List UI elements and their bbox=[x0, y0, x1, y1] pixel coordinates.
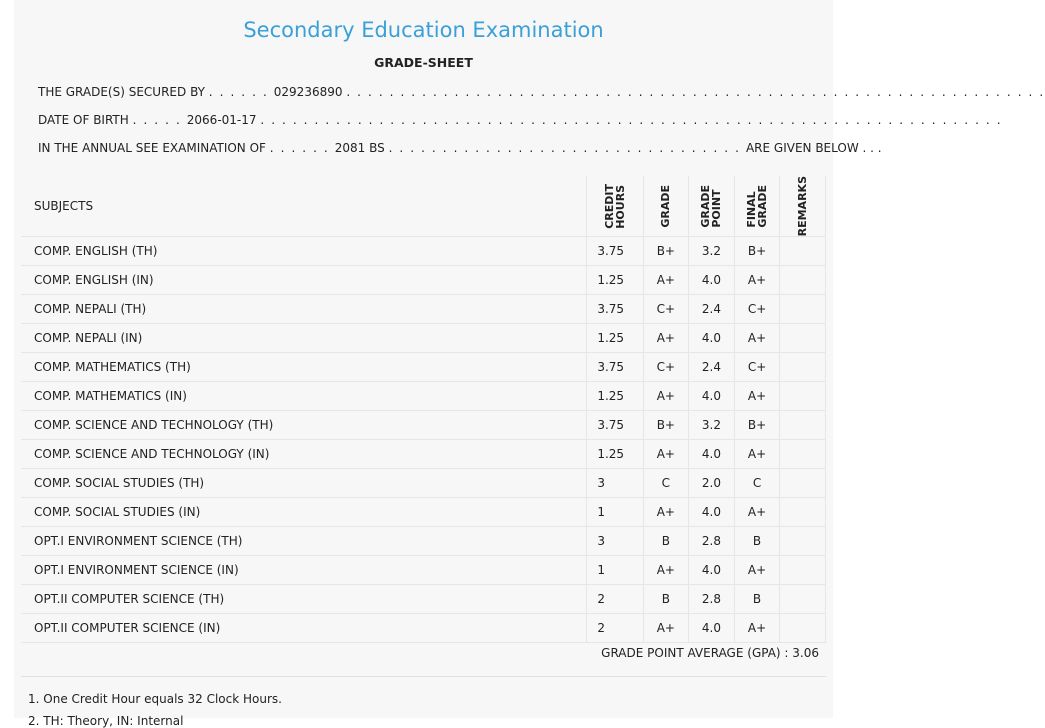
grade-point-cell: 4.0 bbox=[689, 382, 735, 411]
dob-line: DATE OF BIRTH . . . . . 2066-01-17 . . . . . . . . . . . . . . . . . . . . . . . . . . . . . . . . . . . . . . . . . . . . . . . . . . . . . . . . . . . . . . . . . . . . . bbox=[38, 113, 1003, 127]
subject-cell: COMP. SCIENCE AND TECHNOLOGY (IN) bbox=[21, 440, 587, 469]
credit-hours-cell: 3.75 bbox=[587, 353, 643, 382]
subjects-header: SUBJECTS bbox=[21, 176, 587, 237]
grade-cell: A+ bbox=[643, 614, 689, 643]
credit-hours-cell: 3 bbox=[587, 527, 643, 556]
table-row bbox=[21, 614, 826, 643]
credit-hours-cell: 1 bbox=[587, 498, 643, 527]
grade-cell: B bbox=[643, 585, 689, 614]
final-grade-cell: A+ bbox=[734, 382, 780, 411]
remarks-cell bbox=[780, 556, 826, 585]
final-grade-cell: A+ bbox=[734, 556, 780, 585]
grade-point-cell: 2.4 bbox=[689, 353, 735, 382]
grade-header: GRADE bbox=[643, 176, 689, 237]
credit-hours-cell: 3.75 bbox=[587, 295, 643, 324]
credit-hours-cell: 3.75 bbox=[587, 411, 643, 440]
grade-cell: C+ bbox=[643, 295, 689, 324]
table-row bbox=[21, 469, 826, 498]
table-row bbox=[21, 411, 826, 440]
grade-point-header: GRADE POINT bbox=[689, 176, 735, 237]
subject-cell: OPT.II COMPUTER SCIENCE (IN) bbox=[21, 614, 587, 643]
remarks-cell bbox=[780, 440, 826, 469]
grade-cell: B+ bbox=[643, 237, 689, 266]
subject-cell: COMP. SCIENCE AND TECHNOLOGY (TH) bbox=[21, 411, 587, 440]
credit-hours-cell: 1.25 bbox=[587, 440, 643, 469]
secured-by-line: THE GRADE(S) SECURED BY . . . . . . 029236890 . . . . . . . . . . . . . . . . . . . . . . . . . . . . . . . . . . . . . . . . . . . . . . . . . . . . . . . . . . . . . . . . . bbox=[38, 85, 1045, 99]
grade-point-cell: 2.8 bbox=[689, 585, 735, 614]
table-row bbox=[21, 556, 826, 585]
table-row bbox=[21, 440, 826, 469]
table-row bbox=[21, 353, 826, 382]
credit-hours-header: CREDIT HOURS bbox=[587, 176, 643, 237]
table-row bbox=[21, 498, 826, 527]
credit-hours-cell: 2 bbox=[587, 585, 643, 614]
final-grade-cell: A+ bbox=[734, 266, 780, 295]
dob-value: 2066-01-17 bbox=[186, 113, 257, 127]
final-grade-cell: B+ bbox=[734, 237, 780, 266]
exam-suffix: ARE GIVEN BELOW . . . bbox=[745, 141, 882, 155]
grade-point-cell: 3.2 bbox=[689, 237, 735, 266]
final-grade-cell: A+ bbox=[734, 324, 780, 353]
divider bbox=[21, 676, 826, 677]
credit-hours-cell: 2 bbox=[587, 614, 643, 643]
final-grade-cell: C+ bbox=[734, 353, 780, 382]
grade-cell: C+ bbox=[643, 353, 689, 382]
final-grade-cell: C bbox=[734, 469, 780, 498]
grade-cell: A+ bbox=[643, 324, 689, 353]
grade-point-cell: 4.0 bbox=[689, 614, 735, 643]
credit-hours-cell: 1.25 bbox=[587, 266, 643, 295]
subject-cell: OPT.I ENVIRONMENT SCIENCE (IN) bbox=[21, 556, 587, 585]
dob-label: DATE OF BIRTH bbox=[38, 113, 129, 127]
grade-sheet bbox=[14, 0, 1045, 728]
remarks-cell bbox=[780, 324, 826, 353]
grade-point-cell: 4.0 bbox=[689, 266, 735, 295]
final-grade-cell: A+ bbox=[734, 498, 780, 527]
grade-point-cell: 3.2 bbox=[689, 411, 735, 440]
table-row bbox=[21, 237, 826, 266]
subject-cell: COMP. ENGLISH (IN) bbox=[21, 266, 587, 295]
final-grade-cell: B+ bbox=[734, 411, 780, 440]
subject-cell: COMP. SOCIAL STUDIES (IN) bbox=[21, 498, 587, 527]
subject-cell: OPT.I ENVIRONMENT SCIENCE (TH) bbox=[21, 527, 587, 556]
grade-point-cell: 4.0 bbox=[689, 324, 735, 353]
table-row bbox=[21, 295, 826, 324]
grade-cell: A+ bbox=[643, 266, 689, 295]
table-row bbox=[21, 382, 826, 411]
remarks-cell bbox=[780, 614, 826, 643]
grade-cell: B+ bbox=[643, 411, 689, 440]
final-grade-cell: A+ bbox=[734, 614, 780, 643]
remarks-cell bbox=[780, 382, 826, 411]
table-row bbox=[21, 527, 826, 556]
subject-cell: COMP. MATHEMATICS (TH) bbox=[21, 353, 587, 382]
table-row bbox=[21, 324, 826, 353]
grade-cell: C bbox=[643, 469, 689, 498]
remarks-cell bbox=[780, 527, 826, 556]
grade-point-cell: 2.4 bbox=[689, 295, 735, 324]
grade-cell: A+ bbox=[643, 440, 689, 469]
final-grade-header: FINAL GRADE bbox=[734, 176, 780, 237]
note-1: 1. One Credit Hour equals 32 Clock Hours. bbox=[28, 692, 282, 706]
final-grade-cell: A+ bbox=[734, 440, 780, 469]
table-row bbox=[21, 266, 826, 295]
note-2: 2. TH: Theory, IN: Internal bbox=[28, 714, 184, 728]
final-grade-cell: B bbox=[734, 527, 780, 556]
remarks-cell bbox=[780, 411, 826, 440]
grade-point-cell: 4.0 bbox=[689, 498, 735, 527]
remarks-cell bbox=[780, 353, 826, 382]
exam-title: Secondary Education Examination bbox=[243, 18, 604, 42]
subject-cell: COMP. NEPALI (IN) bbox=[21, 324, 587, 353]
grade-point-cell: 4.0 bbox=[689, 556, 735, 585]
credit-hours-cell: 1 bbox=[587, 556, 643, 585]
grade-cell: A+ bbox=[643, 382, 689, 411]
subject-cell: COMP. SOCIAL STUDIES (TH) bbox=[21, 469, 587, 498]
exam-label: IN THE ANNUAL SEE EXAMINATION OF bbox=[38, 141, 266, 155]
exam-line: IN THE ANNUAL SEE EXAMINATION OF . . . . . . 2081 BS . . . . . . . . . . . . . . . . . . . . . . . . . . . . . . . . . ARE GIVEN BELOW . . . bbox=[38, 141, 882, 155]
credit-hours-cell: 3.75 bbox=[587, 237, 643, 266]
credit-hours-cell: 1.25 bbox=[587, 324, 643, 353]
table-row bbox=[21, 585, 826, 614]
remarks-header: REMARKS bbox=[780, 176, 826, 237]
subject-cell: OPT.II COMPUTER SCIENCE (TH) bbox=[21, 585, 587, 614]
remarks-cell bbox=[780, 295, 826, 324]
credit-hours-cell: 3 bbox=[587, 469, 643, 498]
remarks-cell bbox=[780, 237, 826, 266]
secured-by-label: THE GRADE(S) SECURED BY bbox=[38, 85, 205, 99]
remarks-cell bbox=[780, 498, 826, 527]
subject-cell: COMP. MATHEMATICS (IN) bbox=[21, 382, 587, 411]
remarks-cell bbox=[780, 266, 826, 295]
credit-hours-cell: 1.25 bbox=[587, 382, 643, 411]
subject-cell: COMP. ENGLISH (TH) bbox=[21, 237, 587, 266]
table-header-row bbox=[21, 176, 826, 237]
grade-cell: B bbox=[643, 527, 689, 556]
grade-point-cell: 2.8 bbox=[689, 527, 735, 556]
symbol-number: 029236890 bbox=[273, 85, 343, 99]
grade-cell: A+ bbox=[643, 498, 689, 527]
grade-cell: A+ bbox=[643, 556, 689, 585]
exam-year: 2081 BS bbox=[334, 141, 385, 155]
grade-point-cell: 2.0 bbox=[689, 469, 735, 498]
grades-table bbox=[21, 176, 826, 643]
subject-cell: COMP. NEPALI (TH) bbox=[21, 295, 587, 324]
gpa-summary: GRADE POINT AVERAGE (GPA) : 3.06 bbox=[601, 646, 819, 660]
grade-point-cell: 4.0 bbox=[689, 440, 735, 469]
remarks-cell bbox=[780, 585, 826, 614]
remarks-cell bbox=[780, 469, 826, 498]
final-grade-cell: C+ bbox=[734, 295, 780, 324]
final-grade-cell: B bbox=[734, 585, 780, 614]
grade-sheet-heading: GRADE-SHEET bbox=[374, 55, 473, 70]
